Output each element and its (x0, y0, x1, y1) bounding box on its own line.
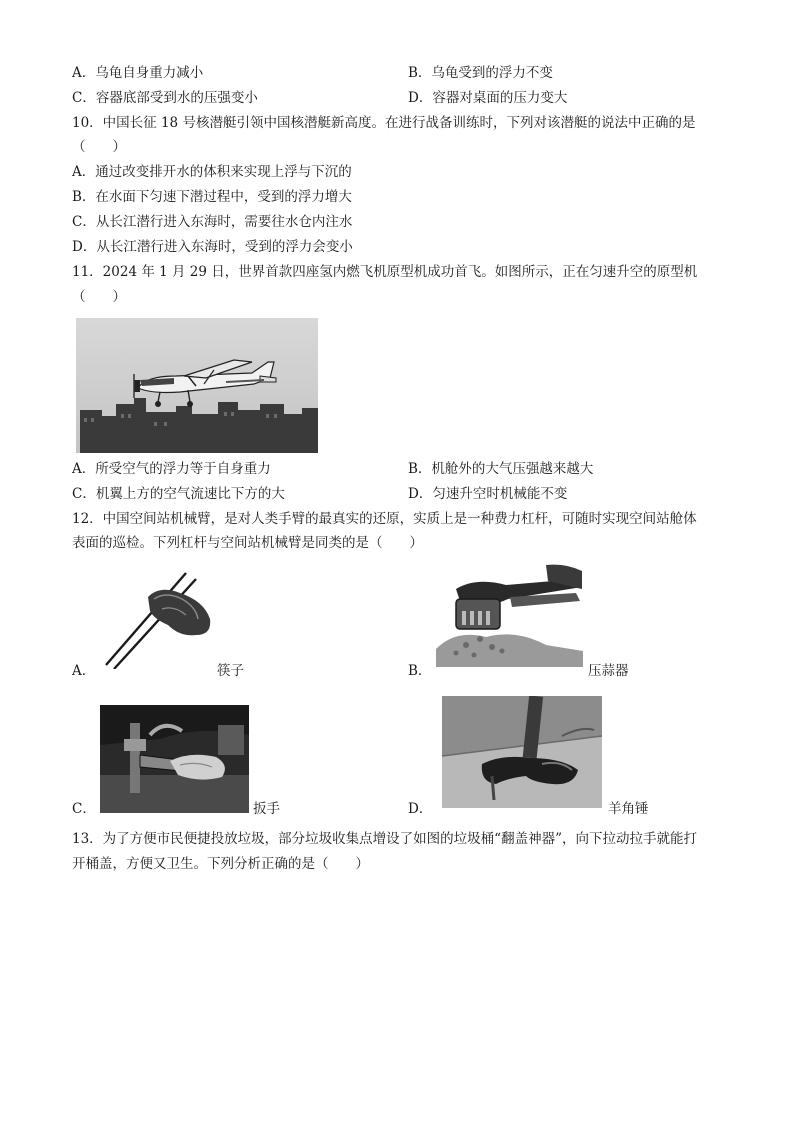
q12-option-b-caption: 压蒜器 (588, 663, 629, 679)
q11-option-b: B．机舱外的大气压强越来越大 (408, 461, 594, 477)
q9-option-a: A．乌龟自身重力减小 (72, 65, 204, 81)
q11-option-d: D．匀速升空时机械能不变 (408, 486, 568, 502)
q10-option-a: A．通过改变排开水的体积来实现上浮与下沉的 (72, 164, 352, 180)
airplane-photo (76, 318, 318, 453)
q9-option-d: D．容器对桌面的压力变大 (408, 90, 568, 106)
q12-option-d-letter: D． (408, 801, 433, 817)
q12-option-a-caption: 筷子 (217, 663, 244, 679)
q10-option-c: C．从长江潜行进入东海时，需要往水仓内注水 (72, 214, 353, 230)
q10-stem: 10．中国长征 18 号核潜艇引领中国核潜艇新高度。在进行战备训练时，下列对该潜艇的说法中正确的是 (72, 115, 696, 131)
chopsticks-photo (100, 565, 212, 669)
q11-option-a: A．所受空气的浮力等于自身重力 (72, 461, 271, 477)
q11-answer-paren: （ ） (72, 289, 126, 305)
q12-stem: 12．中国空间站机械臂，是对人类手臂的最真实的还原，实质上是一种费力杠杆，可随时实现空间站舱体 (72, 511, 697, 527)
q13-stem: 13．为了方便市民便捷投放垃圾，部分垃圾收集点增设了如图的垃圾桶“翻盖神器”，向下拉动拉手就能打 (72, 831, 697, 847)
q10-option-b: B．在水面下匀速下潜过程中，受到的浮力增大 (72, 189, 352, 205)
wrench-photo (100, 705, 249, 813)
garlic-press-photo (436, 559, 583, 667)
q9-option-c: C．容器底部受到水的压强变小 (72, 90, 258, 106)
q11-stem: 11．2024 年 1 月 29 日，世界首款四座氢内燃飞机原型机成功首飞。如图所示，正在匀速升空的原型机 (72, 264, 698, 280)
q13-stem-continued: 开桶盖，方便又卫生。下列分析正确的是（ ） (72, 856, 369, 872)
q11-option-c: C．机翼上方的空气流速比下方的大 (72, 486, 285, 502)
q12-option-c-caption: 扳手 (253, 801, 280, 817)
q12-option-a-letter: A． (72, 663, 96, 679)
q12-stem-continued: 表面的巡检。下列杠杆与空间站机械臂是同类的是（ ） (72, 535, 423, 551)
q12-option-c-letter: C． (72, 801, 96, 817)
claw-hammer-photo (442, 696, 602, 808)
q10-option-d: D．从长江潜行进入东海时，受到的浮力会变小 (72, 239, 353, 255)
q12-option-d-caption: 羊角锤 (608, 801, 649, 817)
q9-option-b: B．乌龟受到的浮力不变 (408, 65, 553, 81)
q12-option-b-letter: B． (408, 663, 432, 679)
q10-answer-paren: （ ） (72, 139, 126, 155)
